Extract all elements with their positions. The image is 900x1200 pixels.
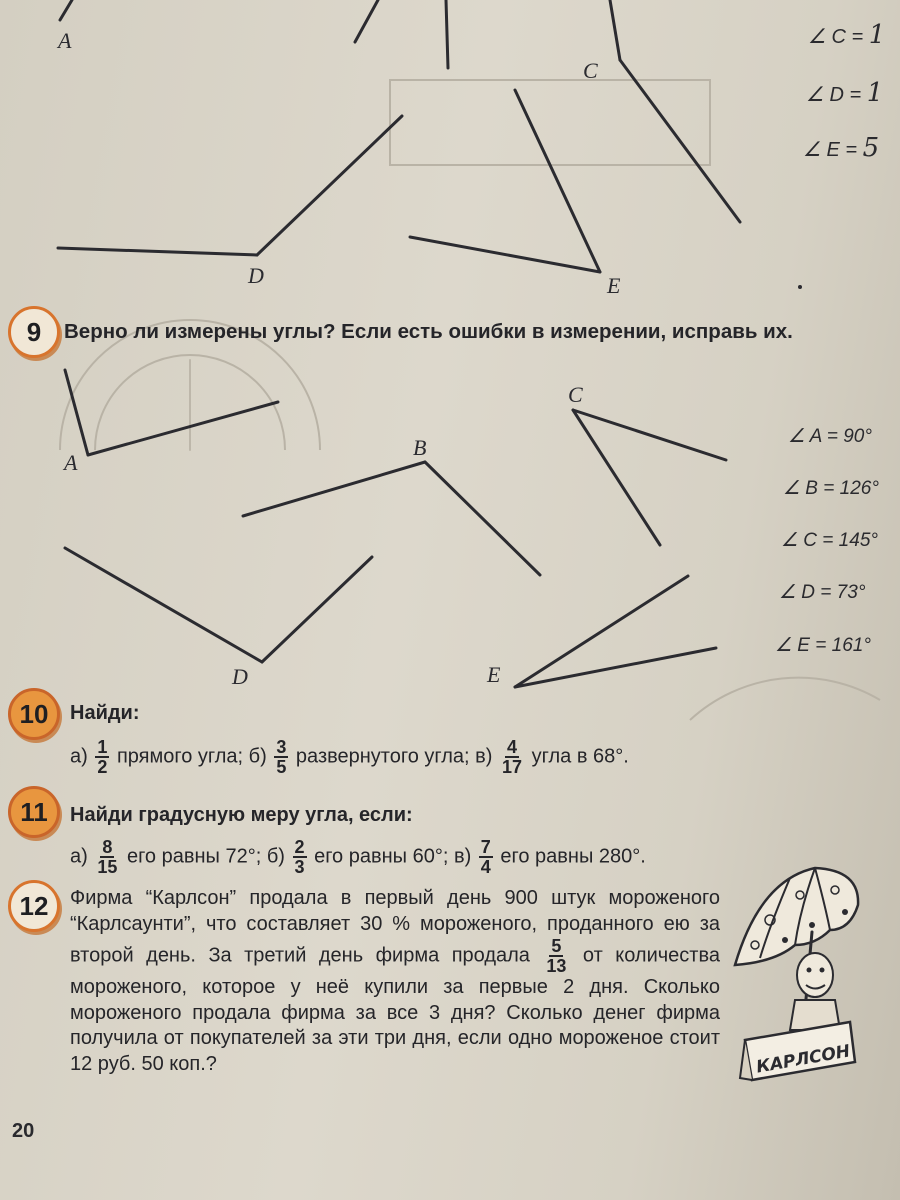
task9-angle-d: ∠ D = 73° <box>779 582 866 603</box>
task10-title: Найди: <box>70 702 140 724</box>
task9-angle-e: ∠ E = 161° <box>775 635 871 656</box>
task12-text: Фирма “Карлсон” продала в первый день 900 штук мороженого “Карлсаунти”, что составляет 30 % мороженого, проданного ею за второй день. За третий день фирма продала $\frac{5}{13}$ от количества мороженого, которое у неё купили за первые 2 дня. Сколько мороженого продала фирма за все 3 дня? Сколько денег фирма получила от покупателей за эти три дня, если одно мороженое стоит 12 руб. 50 коп.? <box>70 887 720 1075</box>
page-number: 20 <box>12 1120 35 1142</box>
top-vertex-e: E <box>607 273 621 298</box>
top-answer-c: ∠ C = 1 <box>808 20 886 50</box>
task9-vertex-e: E <box>487 662 501 687</box>
task9-vertex-b: B <box>413 435 427 460</box>
task10-frac-c: $\frac{4}{17}$ <box>502 737 523 777</box>
task10-items: а) $\frac{1}{2}$ прямого угла; б) $\frac{3}{5}$ развернутого угла; в) $\frac{4}{17}$ угла в 68°. <box>70 737 629 777</box>
top-answer-e: ∠ E = 5 <box>803 133 880 163</box>
top-vertex-c: C <box>583 58 598 83</box>
task11-frac-a: $\frac{8}{15}$ <box>97 837 118 877</box>
task-number-9: 9 <box>8 306 60 358</box>
task9-vertex-a: A <box>64 450 78 475</box>
task10-frac-b: $\frac{3}{5}$ <box>276 737 287 777</box>
task10-frac-a: $\frac{1}{2}$ <box>97 737 108 777</box>
background-protractor-ghost <box>60 80 880 720</box>
task9-angle-c: ∠ C = 145° <box>781 530 878 551</box>
task11-frac-b: $\frac{2}{3}$ <box>294 837 305 877</box>
task12-frac: $\frac{5}{13}$ <box>546 936 567 976</box>
task9-angles <box>62 370 726 689</box>
task-number-12: 12 <box>8 880 60 932</box>
task9-vertex-d: D <box>232 664 248 689</box>
task-number-11: 11 <box>8 786 60 838</box>
task11-title: Найди градусную меру угла, если: <box>70 804 413 826</box>
task-number-10: 10 <box>8 688 60 740</box>
task11-items: а) $\frac{8}{15}$ его равны 72°; б) $\frac{2}{3}$ его равны 60°; в) $\frac{7}{4}$ его равны 280°. <box>70 837 646 877</box>
task9-vertex-c: C <box>568 382 583 407</box>
karlsson-banner-text: КАРЛСОН <box>754 1041 852 1078</box>
top-vertex-d: D <box>248 263 264 288</box>
top-angles <box>56 0 802 298</box>
task9-angle-a: ∠ A = 90° <box>788 426 872 447</box>
karlsson-illustration <box>735 868 858 1080</box>
task9-angle-b: ∠ B = 126° <box>783 478 879 499</box>
task9-question: Верно ли измерены углы? Если есть ошибки в измерении, исправь их. <box>64 320 793 343</box>
top-vertex-a: A <box>58 28 72 53</box>
task11-frac-c: $\frac{7}{4}$ <box>480 837 491 877</box>
top-answer-d: ∠ D = 1 <box>806 78 884 108</box>
